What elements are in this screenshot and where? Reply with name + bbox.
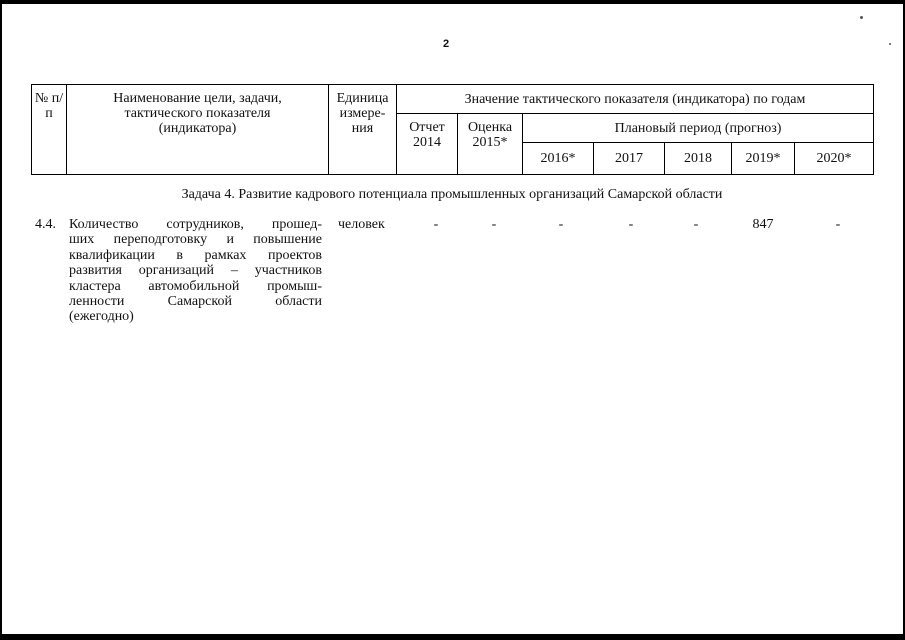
header-year: 2017 — [594, 143, 665, 175]
value-2015: - — [491, 217, 497, 232]
page-number: 2 — [442, 38, 450, 50]
row-unit: человек — [338, 217, 385, 232]
row-indicator-name — [69, 217, 322, 325]
indicator-name-line: (ежегодно) — [69, 309, 134, 325]
value-2017: - — [628, 217, 634, 232]
scan-border-bottom — [0, 634, 905, 640]
scan-speck — [860, 16, 863, 19]
value-2020: - — [835, 217, 841, 232]
value-2019: 847 — [752, 217, 774, 232]
value-2014: - — [433, 217, 439, 232]
header-estimate: Оценка 2015* — [458, 114, 523, 175]
header-values: Значение тактического показателя (индикатора) по годам — [397, 85, 874, 114]
scan-border-left — [0, 0, 2, 640]
header-name: Наименование цели, задачи, тактического показателя (индикатора) — [67, 85, 329, 175]
task-title: Задача 4. Развитие кадрового потенциала промышленных организаций Самарской области — [181, 187, 723, 202]
scan-border-top — [0, 0, 905, 4]
header-year: 2020* — [795, 143, 874, 175]
header-year: 2018 — [665, 143, 732, 175]
indicator-name-line: развития организаций – участников — [69, 263, 322, 279]
indicator-name-line: ленности Самарской области — [69, 294, 322, 310]
scan-speck — [889, 43, 891, 45]
header-num: № п/п — [32, 85, 67, 175]
indicator-name-line: квалификации в рамках проектов — [69, 247, 322, 263]
header-unit: Единица измере-ния — [329, 85, 397, 175]
indicator-table-header — [31, 84, 874, 175]
indicator-name-line: кластера автомобильной промыш- — [69, 278, 322, 294]
header-plan: Плановый период (прогноз) — [523, 114, 874, 143]
indicator-name-line: ших переподготовку и повышение — [69, 232, 322, 248]
value-2016: - — [558, 217, 564, 232]
header-year: 2016* — [523, 143, 594, 175]
value-2018: - — [693, 217, 699, 232]
row-number: 4.4. — [35, 217, 56, 232]
header-report: Отчет 2014 — [397, 114, 458, 175]
indicator-name-line: Количество сотрудников, прошед- — [69, 217, 322, 232]
header-year: 2019* — [732, 143, 795, 175]
